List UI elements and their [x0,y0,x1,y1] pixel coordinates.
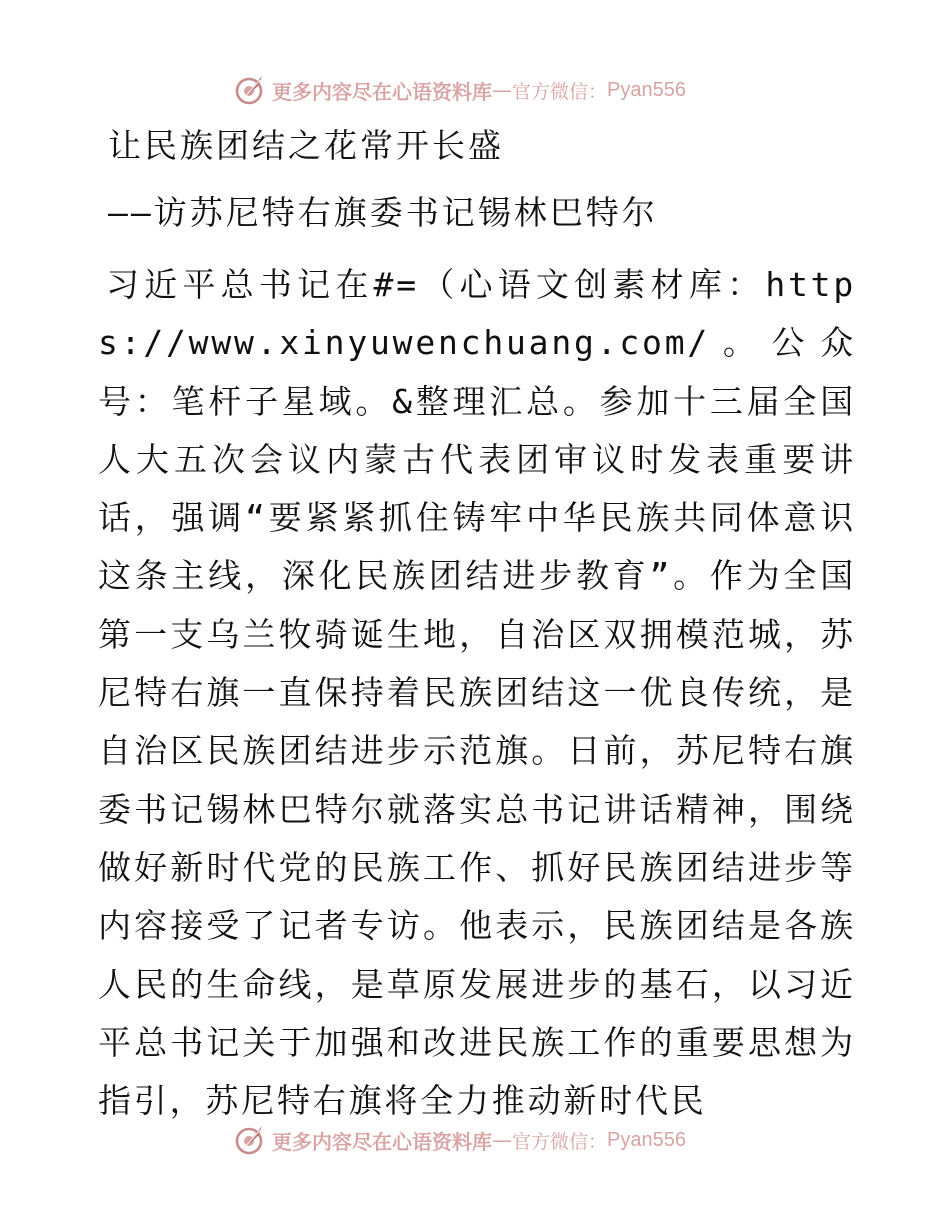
footer-watermark [232,1122,686,1158]
watermark-wechat-id: Pyan556 [607,78,686,101]
watermark-official-label: 官方微信： [512,1130,608,1153]
watermark-official-label: 官方微信： [512,80,608,103]
watermark-wechat-id: Pyan556 [607,1128,686,1151]
header-watermark [232,72,686,108]
watermark-separator: — [492,1128,512,1152]
quill-circle-icon [232,1122,268,1158]
article-subtitle: ——访苏尼特右旗委书记锡林巴特尔 [108,193,658,232]
document-body [98,114,856,1121]
watermark-slogan: 更多内容尽在心语资料库 [272,1129,492,1154]
quill-circle-icon [232,72,268,108]
article-title: 让民族团结之花常开长盛 [108,126,504,165]
article-paragraph: 习近平总书记在#=（心语文创素材库：https://www.xinyuwenchuang.com/。公众号：笔杆子星域。&整理汇总。参加十三届全国人大五次会议内蒙古代表团审议时发表重要讲话，强调“要紧紧抓住铸牢中华民族共同体意识这条主线，深化民族团结进步教育”。作为全国第一支乌兰牧骑诞生地，自治区双拥模范城，苏尼特右旗一直保持着民族团结这一优良传统，是自治区民族团结进步示范旗。日前，苏尼特右旗委书记锡林巴特尔就落实总书记讲话精神，围绕做好新时代党的民族工作、抓好民族团结进步等内容接受了记者专访。他表示，民族团结是各族人民的生命线，是草原发展进步的基石，以习近平总书记关于加强和改进民族工作的重要思想为指引，苏尼特右旗将全力推动新时代民 [98,265,856,1121]
watermark-separator: — [492,78,512,102]
watermark-slogan: 更多内容尽在心语资料库 [272,79,492,104]
